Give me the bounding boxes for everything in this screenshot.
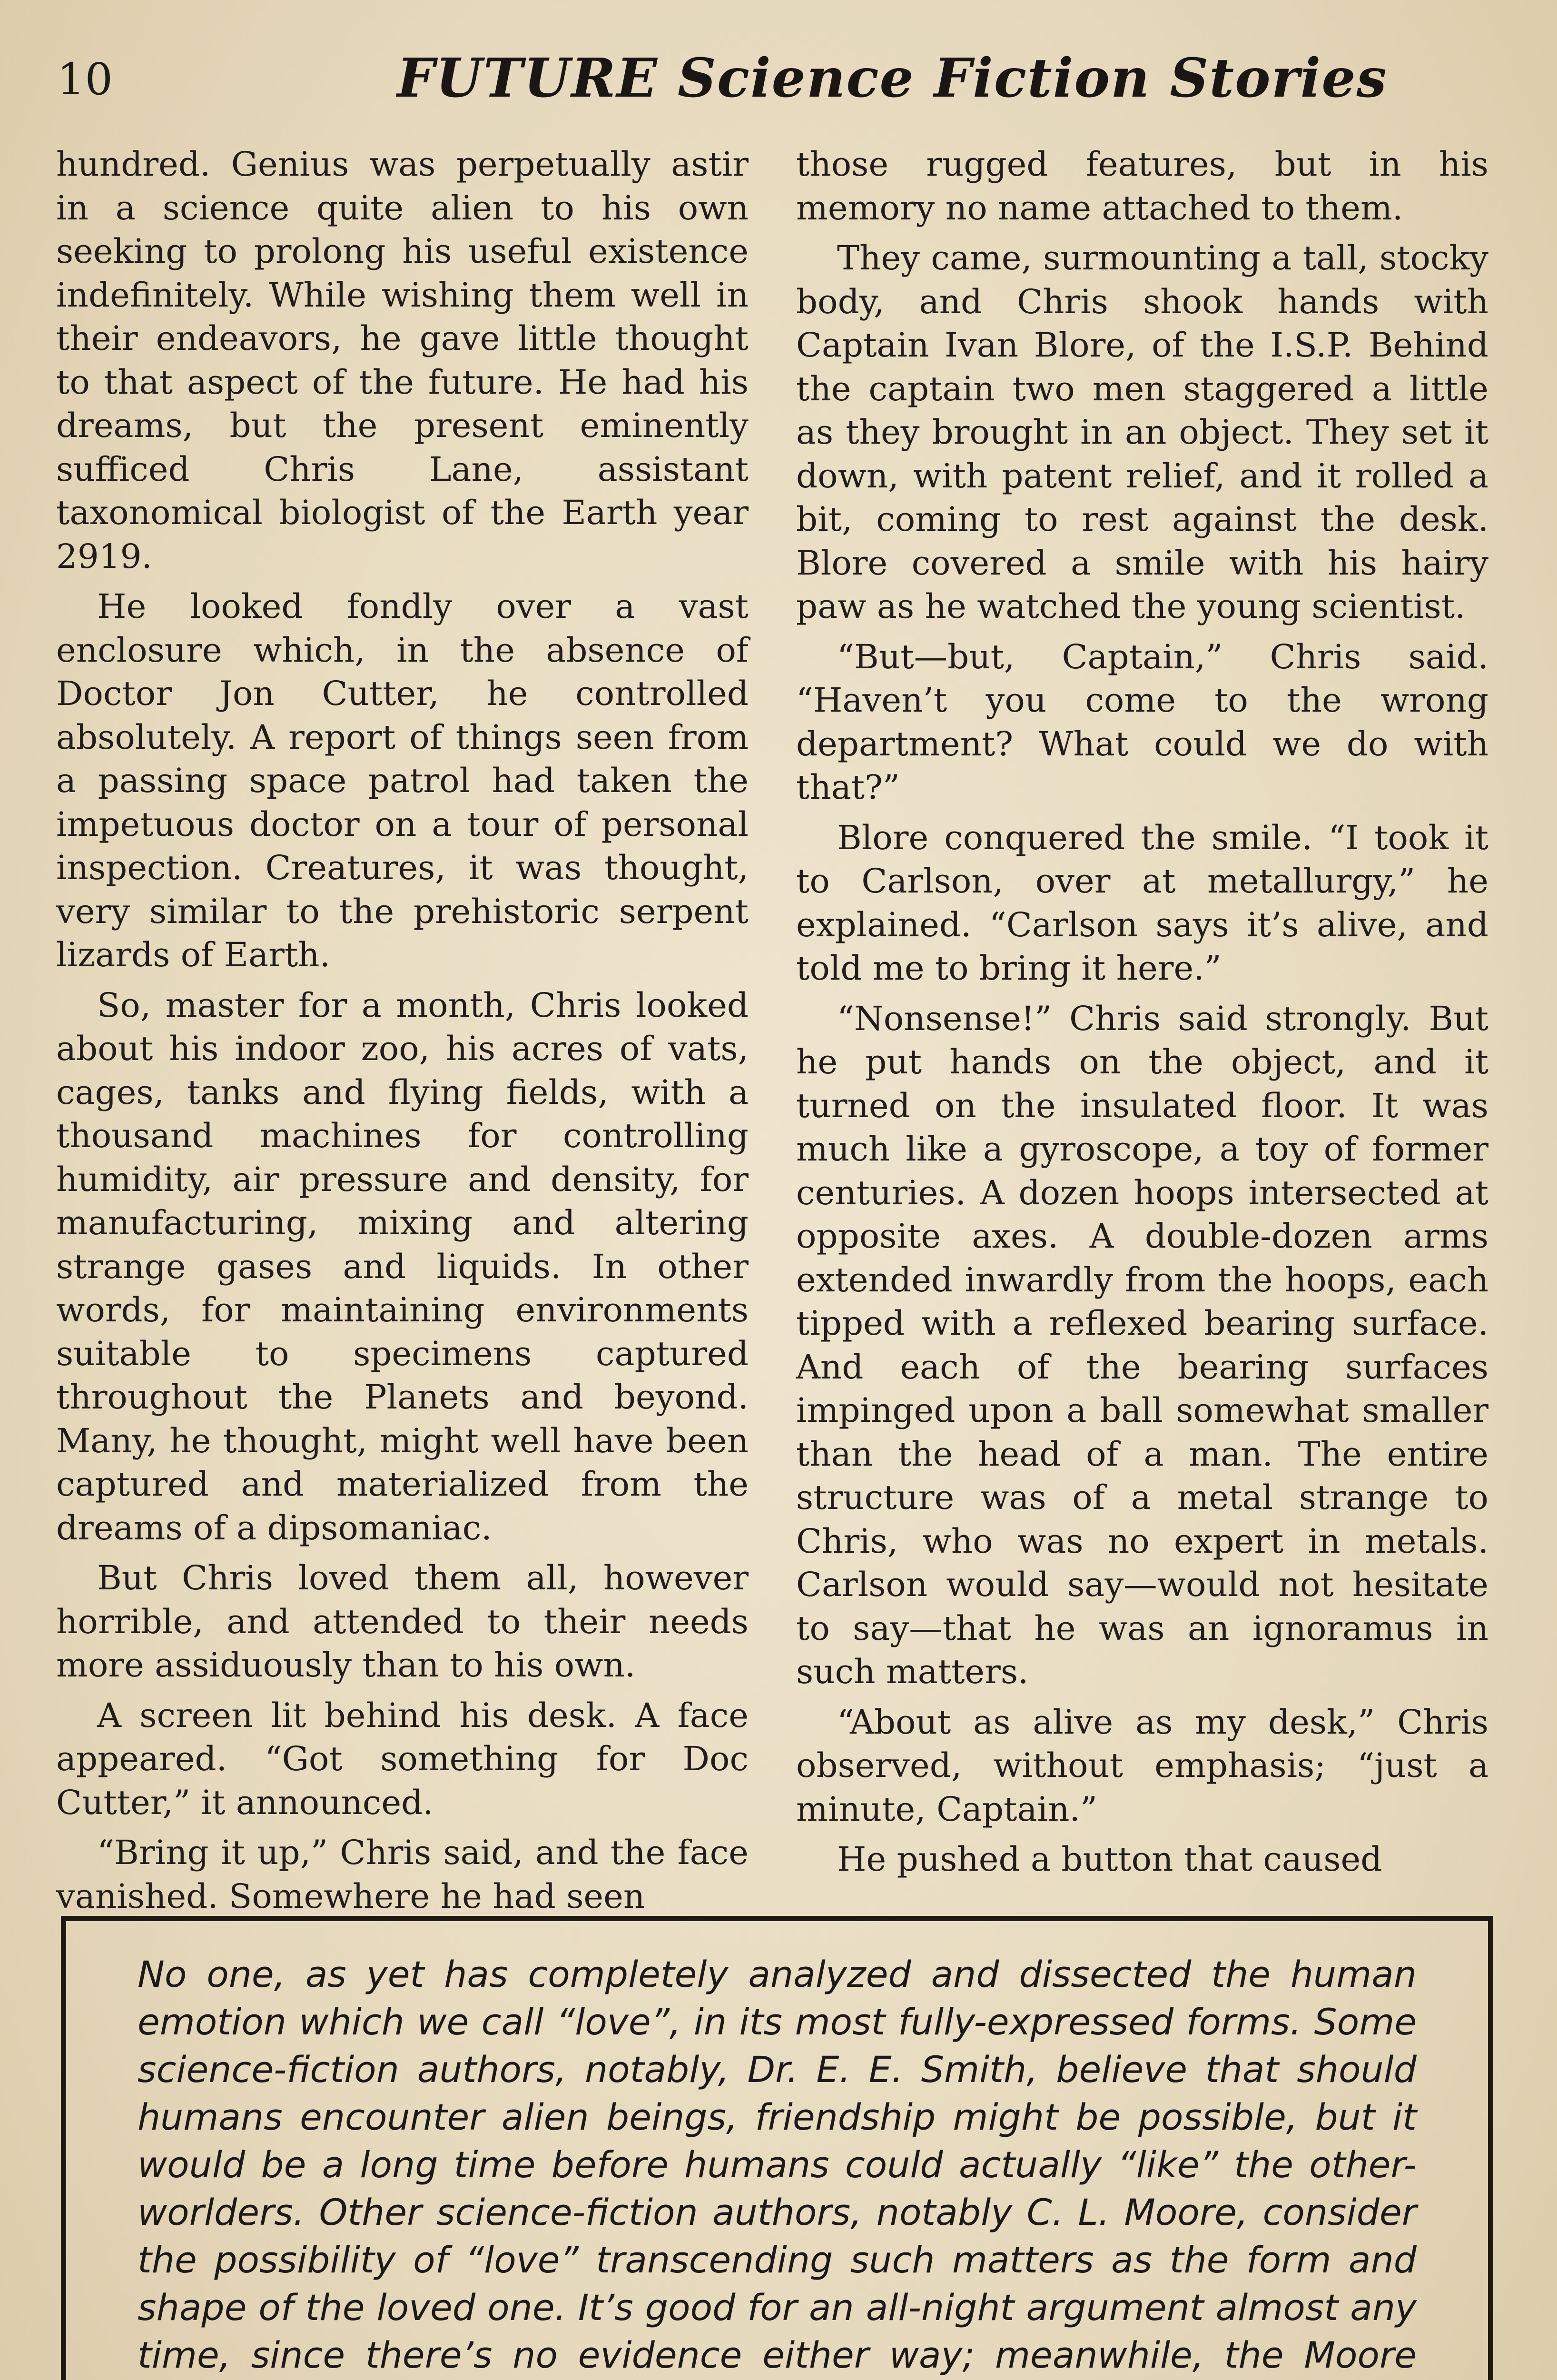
paragraph: those rugged features, but in his memory no name attached to them.	[796, 145, 1488, 228]
page-number: 10	[57, 54, 113, 105]
paragraph: He looked fondly over a vast enclosure which, in the absence of Doctor Jon Cutter, he controlled absolutely. A report of things seen from a passing space patrol had taken the impetuous doctor on a tour of personal inspection. Creatures, it was thought, very similar to the prehistoric serpent lizards of Earth.	[56, 587, 749, 974]
paragraph: But Chris loved them all, however horrible, and attended to their needs more assiduously than to his own.	[56, 1558, 749, 1685]
paragraph: Blore conquered the smile. “I took it to Carlson, over at metallurgy,” he explained. “Carlson says it’s alive, and told me to bring it here.”	[796, 818, 1488, 988]
paragraph: “About as alive as my desk,” Chris observed, without emphasis; “just a minute, Captain.”	[796, 1702, 1488, 1829]
paragraph: He pushed a button that caused	[837, 1840, 1382, 1879]
paragraph: hundred. Genius was perpetually astir in a science quite alien to his own seeking to prolong his useful existence indefinitely. While wishing them well in their endeavors, he gave little thought to that aspect of the future. He had his dreams, but the present eminently sufficed Chris Lane, assistant taxonomical biologist of the Earth year 2919.	[56, 145, 749, 576]
left-column	[56, 143, 749, 1925]
paragraph: “Nonsense!” Chris said strongly. But he put hands on the object, and it turned on the insulated floor. It was much like a gyroscope, a toy of former centuries. A dozen hoops intersected at opposite axes. A double-dozen arms extended inwardly from the hoops, each tipped with a reflexed bearing surface. And each of the bearing surfaces impinged upon a ball somewhat smaller than the head of a man. The entire structure was of a metal strange to Chris, who was no expert in metals. Carlson would say—would not hesitate to say—that he was an ignoramus in such matters.	[796, 999, 1488, 1691]
paragraph: A screen lit behind his desk. A face appeared. “Got something for Doc Cutter,” it announced.	[56, 1696, 749, 1822]
story-text	[56, 143, 1496, 1916]
page-header	[57, 45, 1504, 112]
paragraph: So, master for a month, Chris looked about his indoor zoo, his acres of vats, cages, tanks and flying fields, with a thousand machines for controlling humidity, air pressure and density, for manufacturing, mixing and altering strange gases and liquids. In other words, for maintaining environments suitable to specimens captured throughout the Planets and beyond. Many, he thought, might well have been captured and materialized from the dreams of a dipsomaniac.	[56, 985, 749, 1547]
paragraph: They came, surmounting a tall, stocky body, and Chris shook hands with Captain Ivan Blore, of the I.S.P. Behind the captain two men staggered a little as they brought in an object. They set it down, with patent relief, and it rolled a bit, coming to rest against the desk. Blore covered a smile with his hairy paw as he watched the young scientist.	[796, 238, 1488, 626]
paragraph: “Bring it up,” Chris said, and the face vanished. Somewhere he had seen	[56, 1833, 749, 1916]
magazine-title: FUTURE Science Fiction Stories	[397, 47, 1388, 109]
editorial-notice-text: No one, as yet has completely analyzed and dissected the human emotion which we call “love”, in its most fully-expressed forms. Some science-fiction authors, notably, Dr. E. E. Smith, believe that should humans encounter alien beings, friendship might be possible, but it would be a long time before humans could actually “like” the other-worlders. Other science-fiction authors, notably C. L. Moore, consider the possibility of “love” transcending such matters as the form and shape of the loved one. It’s good for an all-night argument almost any time, since there’s no evidence either way; meanwhile, the Moore	[138, 1953, 1417, 2376]
paragraph: “But—but, Captain,” Chris said. “Haven’t you come to the wrong department? What could we do with that?”	[796, 637, 1488, 807]
right-column	[796, 143, 1488, 1888]
editorial-notice-box	[61, 1916, 1493, 2380]
